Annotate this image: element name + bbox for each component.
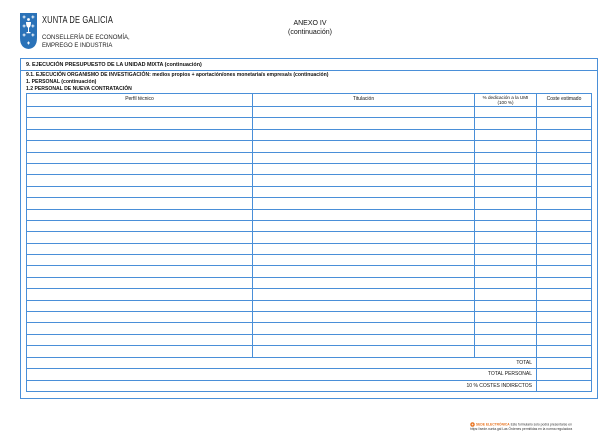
cell-coste-estimado[interactable] [537, 187, 592, 198]
cell-coste-estimado[interactable] [537, 232, 592, 243]
cell-dedicacion-umi[interactable] [475, 289, 537, 300]
summary-row-total [26, 358, 592, 370]
summary-label-costes-indirectos: 10 % COSTES INDIRECTOS [26, 381, 537, 393]
table-row [26, 278, 592, 289]
table-row [26, 153, 592, 164]
cell-titulacion[interactable] [253, 323, 475, 334]
summary-label-total-personal: TOTAL PERSONAL [26, 369, 537, 381]
cell-dedicacion-umi[interactable] [475, 266, 537, 277]
cell-perfil-tecnico[interactable] [26, 210, 253, 221]
cell-perfil-tecnico[interactable] [26, 335, 253, 346]
cell-titulacion[interactable] [253, 266, 475, 277]
department-line-1: CONSELLERÍA DE ECONOMÍA, [42, 35, 130, 41]
cell-coste-estimado[interactable] [537, 130, 592, 141]
cell-perfil-tecnico[interactable] [26, 153, 253, 164]
cell-perfil-tecnico[interactable] [26, 198, 253, 209]
column-header-titulacion [253, 93, 475, 107]
summary-row-total-personal [26, 369, 592, 381]
cell-dedicacion-umi[interactable] [475, 335, 537, 346]
cell-coste-estimado[interactable] [537, 118, 592, 129]
cell-titulacion[interactable] [253, 255, 475, 266]
column-header-label: Perfil técnico [125, 96, 154, 103]
summary-label-total: TOTAL [26, 358, 537, 370]
cell-dedicacion-umi[interactable] [475, 232, 537, 243]
cell-dedicacion-umi[interactable] [475, 198, 537, 209]
cell-titulacion[interactable] [253, 187, 475, 198]
cell-coste-estimado[interactable] [537, 175, 592, 186]
brand-name: XUNTA DE GALICIA [42, 15, 114, 26]
footer-line-2: https://sede.xunta.gal Las Órdenes permitidas en la norma reguladora [470, 427, 573, 432]
cell-coste-estimado[interactable] [537, 346, 592, 357]
cell-coste-estimado[interactable] [537, 289, 592, 300]
table-row [26, 210, 592, 221]
table-row [26, 335, 592, 346]
department-line-2: EMPREGO E INDUSTRIA [42, 43, 113, 49]
cell-dedicacion-umi[interactable] [475, 141, 537, 152]
cell-dedicacion-umi[interactable] [475, 130, 537, 141]
cell-coste-estimado[interactable] [537, 312, 592, 323]
cell-titulacion[interactable] [253, 312, 475, 323]
column-header-dedicacion [475, 93, 537, 107]
cell-titulacion[interactable] [253, 164, 475, 175]
table-row [26, 187, 592, 198]
section-divider [20, 70, 598, 71]
cell-perfil-tecnico[interactable] [26, 107, 253, 118]
section-subtitle: 9.1. EJECUCIÓN ORGANISMO DE INVESTIGACIÓN: medios propios + aportación/ones monetaria/s empresa/s (continuación) [26, 72, 329, 78]
table-row [26, 107, 592, 118]
cell-coste-estimado[interactable] [537, 107, 592, 118]
table-row [26, 221, 592, 232]
cell-titulacion[interactable] [253, 153, 475, 164]
table-row [26, 175, 592, 186]
section-title: 9. EJECUCIÓN PRESUPUESTO DE LA UNIDAD MIXTA (continuación) [26, 62, 202, 68]
cell-coste-estimado[interactable] [537, 301, 592, 312]
section-category: 1. PERSONAL (continuación) [26, 79, 97, 85]
column-header-label: % dedicación a la UMI [482, 94, 529, 100]
cell-perfil-tecnico[interactable] [26, 289, 253, 300]
cell-dedicacion-umi[interactable] [475, 301, 537, 312]
cell-titulacion[interactable] [253, 118, 475, 129]
table-row [26, 164, 592, 175]
section-subcategory: 1.2 PERSONAL DE NUEVA CONTRATACIÓN [26, 86, 132, 92]
personnel-table [26, 93, 592, 392]
summary-value-total-personal[interactable] [537, 369, 592, 381]
column-header-note: (100 %) [497, 100, 514, 105]
table-row [26, 289, 592, 300]
cell-titulacion[interactable] [253, 301, 475, 312]
cell-perfil-tecnico[interactable] [26, 255, 253, 266]
column-header-coste-estimado [537, 93, 592, 107]
cell-dedicacion-umi[interactable] [475, 164, 537, 175]
cell-dedicacion-umi[interactable] [475, 323, 537, 334]
summary-value-total[interactable] [537, 358, 592, 370]
cell-dedicacion-umi[interactable] [475, 118, 537, 129]
cell-coste-estimado[interactable] [537, 266, 592, 277]
cell-perfil-tecnico[interactable] [26, 130, 253, 141]
cell-perfil-tecnico[interactable] [26, 232, 253, 243]
cell-dedicacion-umi[interactable] [475, 312, 537, 323]
cell-dedicacion-umi[interactable] [475, 175, 537, 186]
cell-perfil-tecnico[interactable] [26, 323, 253, 334]
cell-titulacion[interactable] [253, 335, 475, 346]
table-header-row [26, 93, 592, 107]
table-row [26, 312, 592, 323]
table-row [26, 255, 592, 266]
cell-coste-estimado[interactable] [537, 335, 592, 346]
cell-coste-estimado[interactable] [537, 164, 592, 175]
cell-dedicacion-umi[interactable] [475, 187, 537, 198]
table-row [26, 232, 592, 243]
cell-perfil-tecnico[interactable] [26, 346, 253, 357]
cell-coste-estimado[interactable] [537, 198, 592, 209]
cell-dedicacion-umi[interactable] [475, 153, 537, 164]
table-row [26, 244, 592, 255]
table-row [26, 118, 592, 129]
cell-titulacion[interactable] [253, 130, 475, 141]
cell-titulacion[interactable] [253, 244, 475, 255]
table-row [26, 266, 592, 277]
cell-coste-estimado[interactable] [537, 323, 592, 334]
cell-titulacion[interactable] [253, 210, 475, 221]
cell-coste-estimado[interactable] [537, 141, 592, 152]
cell-dedicacion-umi[interactable] [475, 244, 537, 255]
cell-titulacion[interactable] [253, 175, 475, 186]
cell-dedicacion-umi[interactable] [475, 255, 537, 266]
column-header-label: Titulación [352, 96, 375, 103]
table-row [26, 323, 592, 334]
sede-electronica-label: SEDE ELECTRÓNICA [475, 422, 510, 427]
cell-dedicacion-umi[interactable] [475, 221, 537, 232]
cell-titulacion[interactable] [253, 232, 475, 243]
cell-titulacion[interactable] [253, 221, 475, 232]
table-row [26, 130, 592, 141]
table-row [26, 198, 592, 209]
cell-titulacion[interactable] [253, 289, 475, 300]
column-header-label: Coste estimado [546, 96, 582, 103]
cell-coste-estimado[interactable] [537, 244, 592, 255]
cell-titulacion[interactable] [253, 141, 475, 152]
cell-perfil-tecnico[interactable] [26, 278, 253, 289]
annex-title: ANEXO IV [293, 20, 327, 27]
cell-perfil-tecnico[interactable] [26, 301, 253, 312]
cell-perfil-tecnico[interactable] [26, 187, 253, 198]
cell-perfil-tecnico[interactable] [26, 141, 253, 152]
table-row [26, 141, 592, 152]
column-header-perfil-tecnico [26, 93, 253, 107]
cell-perfil-tecnico[interactable] [26, 221, 253, 232]
cell-coste-estimado[interactable] [537, 278, 592, 289]
cell-titulacion[interactable] [253, 346, 475, 357]
summary-value-costes-indirectos[interactable] [537, 381, 592, 393]
cell-dedicacion-umi[interactable] [475, 278, 537, 289]
annex-subtitle: (continuación) [288, 29, 332, 36]
table-body [26, 107, 592, 358]
cell-perfil-tecnico[interactable] [26, 164, 253, 175]
cell-coste-estimado[interactable] [537, 210, 592, 221]
cell-perfil-tecnico[interactable] [26, 244, 253, 255]
cell-titulacion[interactable] [253, 107, 475, 118]
cell-dedicacion-umi[interactable] [475, 346, 537, 357]
cell-coste-estimado[interactable] [537, 153, 592, 164]
cell-coste-estimado[interactable] [537, 255, 592, 266]
footer-notice [470, 422, 572, 432]
cell-perfil-tecnico[interactable] [26, 312, 253, 323]
cell-titulacion[interactable] [253, 198, 475, 209]
summary-row-costes-indirectos [26, 381, 592, 393]
footer-text-1: Este formulario solo podrá presentarse en [510, 422, 572, 427]
cell-dedicacion-umi[interactable] [475, 210, 537, 221]
table-row [26, 301, 592, 312]
table-row [26, 346, 592, 357]
cell-dedicacion-umi[interactable] [475, 107, 537, 118]
cell-perfil-tecnico[interactable] [26, 175, 253, 186]
xunta-crest-icon [19, 12, 38, 50]
cell-perfil-tecnico[interactable] [26, 266, 253, 277]
cell-titulacion[interactable] [253, 278, 475, 289]
cell-coste-estimado[interactable] [537, 221, 592, 232]
cell-perfil-tecnico[interactable] [26, 118, 253, 129]
